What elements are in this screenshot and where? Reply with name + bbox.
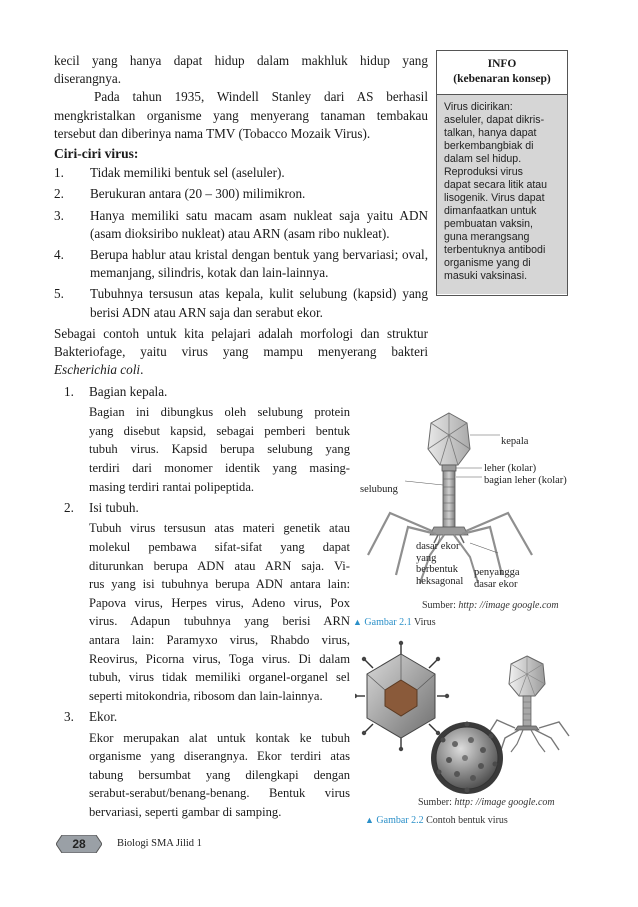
info-line: Reproduksi virus <box>444 166 523 178</box>
caption-triangle-icon: ▲ <box>365 815 374 825</box>
label-line: yang <box>416 552 437 564</box>
label-line: dasar ekor <box>416 541 460 552</box>
caption-figure-number: Gambar 2.1 <box>364 617 412 628</box>
parts-line: organisme yang diserangnya. Ekor terdiri atas <box>89 749 350 764</box>
parts-line: antara lain: Paramyxo virus, Rhabdo virus, <box>89 632 350 647</box>
parts-line: bervariasi, seperti gambar di samping. <box>89 804 282 819</box>
closing-line: Bakteriofage, yaitu virus yang mampu menyerang bakteri <box>54 344 428 360</box>
caption-triangle-icon: ▲ <box>353 617 362 627</box>
figure2-source <box>418 797 555 808</box>
parts-line: terdiri dari monomer identik yang masing- <box>89 460 350 475</box>
info-line: talkan, hanya dapat <box>444 127 537 139</box>
list-item <box>54 285 428 321</box>
parts-line: Reovirus, Picorna virus, Toga virus. Di dalam <box>89 651 350 666</box>
label-line: berbentuk <box>416 564 458 575</box>
info-line: dimanfaatkan untuk <box>444 205 537 217</box>
parts-title: Bagian kepala. <box>89 384 168 399</box>
parts-line: seperti mitokondria, ribosom dan lain-lainnya. <box>89 688 323 703</box>
parts-line: Ekor merupakan alat untuk kontak ke tubuh <box>89 730 350 745</box>
info-subtitle: (kebenaran konsep) <box>453 73 551 85</box>
hexagonal-virus <box>355 641 449 751</box>
list-text: Berukuran antara (20 – 300) milimikron. <box>90 186 306 202</box>
info-line: dapat secara litik atau <box>444 179 548 191</box>
parts-desc <box>89 403 350 496</box>
parts-title: Ekor. <box>89 709 118 725</box>
list-text: Hanya memiliki satu macam asam nukleat saja yaitu ADN <box>90 207 428 223</box>
info-line: terbentuknya antibodi <box>444 244 546 256</box>
bacteriophage-illustration <box>350 405 590 605</box>
label-kepala: kepala <box>501 436 529 447</box>
label-dasar-ekor <box>416 541 463 587</box>
info-line: berkembangbiak di <box>444 140 534 152</box>
intro-line: tersebut dan diberinya nama TMV (Tobacco Mozaik Virus). <box>54 125 371 141</box>
page-number: 28 <box>72 837 86 851</box>
parts-line: rus yang isi tubuhnya berupa ADN antara lain: <box>89 577 350 592</box>
caption-text: Contoh bentuk virus <box>426 815 508 826</box>
parts-line: tabung bersumbat yang dilengkapi dengan <box>89 767 350 782</box>
parts-line: yang disebut kapsid, sebagai pemberi bentuk <box>89 423 350 438</box>
info-line: dalam sel hidup. <box>444 153 522 165</box>
parts-line: masing terdiri rantai polipeptida. <box>89 479 255 494</box>
parts-title: Isi tubuh. <box>89 500 139 516</box>
label-line: heksagonal <box>416 575 464 587</box>
label-bagian-leher: bagian leher (kolar) <box>484 475 567 486</box>
parts-line: molekul pembawa sifat-sifat yang dapat <box>89 539 350 554</box>
info-line: lisogenik. Virus dapat <box>444 192 545 204</box>
source-prefix: Sumber: <box>422 600 459 611</box>
closing-line: Sebagai contoh untuk kita pelajari adalah morfologi dan struktur <box>54 325 428 341</box>
info-header <box>437 51 567 95</box>
info-line: organisme yang di <box>444 257 531 269</box>
list-item <box>54 207 428 243</box>
section-heading: Ciri-ciri virus: <box>54 146 139 162</box>
source-url: http: //image google.com <box>454 797 555 808</box>
parts-line: diturunkan berupa ADN atau ARN saja. Vi- <box>89 558 350 573</box>
virus-parts-list <box>64 383 350 821</box>
figure1-source <box>422 600 559 611</box>
parts-desc <box>89 519 350 705</box>
intro-line: mengkristalkan organisme yang menyerang tanaman tembakau <box>54 107 428 123</box>
list-text: berisi ADN atau ARN saja dan serabut ekor. <box>90 304 323 320</box>
intro-line: diserangnya. <box>54 71 122 87</box>
list-text: Tidak memiliki bentuk sel (aseluler). <box>90 165 285 181</box>
info-box <box>436 50 568 296</box>
spherical-virus <box>431 722 503 795</box>
label-line: penyangga <box>474 567 520 578</box>
species-name: Escherichia coli <box>54 362 141 378</box>
info-line: guna merangsang <box>444 231 530 243</box>
intro-text <box>54 52 428 379</box>
parts-line: tubuh virus. Kapsid berupa selubung yang <box>89 442 350 457</box>
figure2-caption <box>365 815 508 826</box>
label-line: dasar ekor <box>474 578 518 590</box>
parts-line: Papova virus, Herpes virus, Adeno virus, Pox <box>89 595 350 610</box>
parts-desc <box>89 729 350 822</box>
parts-line: serabut-serabut/benang-benang. Bentuk virus <box>89 786 350 801</box>
source-prefix: Sumber: <box>418 797 455 808</box>
info-body <box>437 95 567 294</box>
list-item <box>54 185 428 203</box>
list-number: 3. <box>54 207 64 223</box>
info-line: pembuatan vaksin, <box>444 218 533 230</box>
parts-item <box>64 383 350 401</box>
caption-figure-number: Gambar 2.2 <box>376 815 424 826</box>
label-leher: leher (kolar) <box>484 463 537 474</box>
list-number: 2. <box>54 186 64 202</box>
parts-number: 2. <box>64 500 74 516</box>
label-penyangga <box>474 567 519 590</box>
list-number: 5. <box>54 286 64 302</box>
list-item <box>54 164 428 182</box>
book-title: Biologi SMA Jilid 1 <box>117 838 202 849</box>
label-selubung: selubung <box>360 484 398 495</box>
parts-line: Bagian ini dibungkus oleh selubung protein <box>89 405 350 420</box>
parts-item <box>64 708 350 726</box>
parts-line: virus. Adapun tubuhnya yang berisi ARN <box>89 614 350 629</box>
list-text: Berupa hablur atau kristal dengan bentuk yang bervariasi; oval, <box>90 247 428 263</box>
caption-text: Virus <box>413 617 436 628</box>
parts-number: 1. <box>64 384 74 399</box>
bacteriophage-small <box>487 656 569 752</box>
info-title: INFO <box>487 58 517 70</box>
virus-shapes-illustration <box>355 640 585 798</box>
list-text: memanjang, silindris, kotak dan lain-lainnya. <box>90 265 329 281</box>
intro-line: Pada tahun 1935, Windell Stanley dari AS berhasil <box>94 89 428 105</box>
list-item <box>54 246 428 282</box>
info-line: Virus dicirikan: <box>444 101 513 113</box>
list-text: Tubuhnya tersusun atas kepala, kulit selubung (kapsid) yang <box>90 286 428 302</box>
closing-line <box>54 361 428 379</box>
list-number: 4. <box>54 247 64 263</box>
parts-line: tubuh, virus tidak memiliki organel-organel sel <box>89 670 350 685</box>
list-text: (asam dioksiribo nukleat) atau ARN (asam ribo nukleat). <box>90 225 390 241</box>
parts-number: 3. <box>64 709 74 725</box>
parts-item <box>64 499 350 517</box>
list-number: 1. <box>54 165 64 181</box>
intro-line: kecil yang hanya dapat hidup dalam makhluk hidup yang <box>54 53 428 68</box>
closing-period: . <box>140 362 144 378</box>
source-url: http: //image google.com <box>458 600 559 611</box>
info-line: aseluler, dapat dikris- <box>444 114 545 126</box>
figure1-caption <box>353 617 436 628</box>
parts-line: Tubuh virus tersusun atas materi genetik atau <box>89 521 350 536</box>
info-line: masuki vaksinasi. <box>444 270 528 282</box>
